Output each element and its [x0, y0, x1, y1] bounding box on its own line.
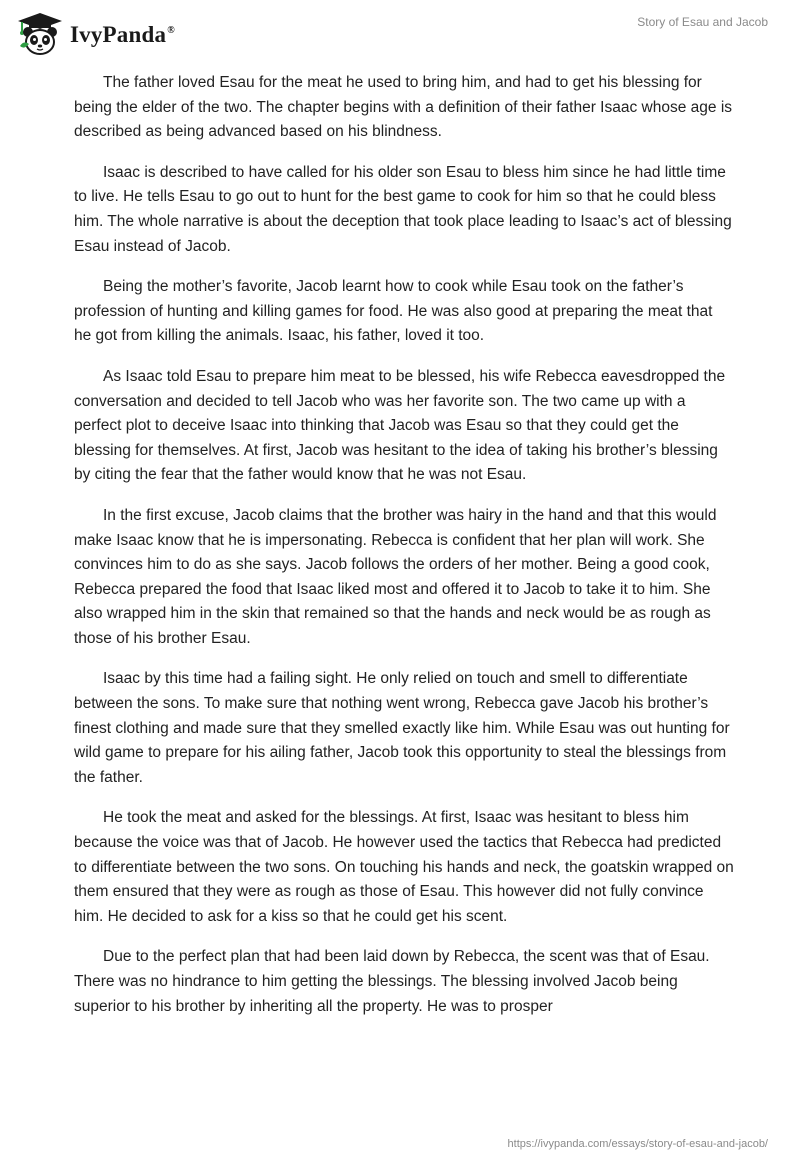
panda-graduation-cap-icon — [16, 10, 64, 58]
source-url[interactable]: https://ivypanda.com/essays/story-of-esau-and-jacob/ — [507, 1138, 768, 1150]
essay-paragraph: Being the mother’s favorite, Jacob learnt how to cook while Esau took on the father’s profession of hunting and killing games for food. He was also good at preparing the meat that he got from killing the animals. Isaac, his father, loved it too. — [74, 278, 713, 345]
essay-paragraph: The father loved Esau for the meat he used to bring him, and had to get his blessing for being the elder of the two. The chapter begins with a definition of their father Isaac whose age is described as being advanced based on his blindness. — [74, 74, 733, 141]
essay-paragraph: In the first excuse, Jacob claims that the brother was hairy in the hand and that this would make Isaac know that he is impersonating. Rebecca is confident that her plan will work. She convinces him to do as she says. Jacob follows the orders of her mother. Being a good cook, Rebecca prepared the food that Isaac liked most and offered it to Jacob to take it to him. She also wrapped him in the skin that remained so that the hands and neck would be as rough as those of his brother Esau. — [74, 506, 717, 647]
essay-paragraph: Isaac is described to have called for his older son Esau to bless him since he had little time to live. He tells Esau to go out to hunt for the best game to cook for him so that he could bless him. The whole narrative is about the deception that took place leading to Isaac’s act of blessing Esau instead of Jacob. — [74, 163, 732, 255]
brand-name: IvyPanda® — [70, 21, 175, 47]
essay-paragraph: Isaac by this time had a failing sight. He only relied on touch and smell to differentiate between the sons. To make sure that nothing went wrong, Rebecca gave Jacob his brother’s finest clothing and made sure that they smelled exactly like him. While Esau was out hunting for wild game to prepare for his ailing father, Jacob took this opportunity to steal the blessings from the father. — [74, 670, 730, 786]
registered-mark: ® — [167, 24, 175, 36]
document-title: Story of Esau and Jacob — [637, 15, 768, 29]
brand-logo[interactable] — [16, 10, 175, 58]
essay-paragraph: He took the meat and asked for the blessings. At first, Isaac was hesitant to bless him because the voice was that of Jacob. He however used the tactics that Rebecca had predicted to differentiate between the two sons. On touching his hands and neck, the goatskin wrapped on them ensured that they were as rough as those of Esau. This however did not fully convince him. He decided to ask for a kiss so that he could get his scent. — [74, 809, 734, 925]
essay-paragraph: Due to the perfect plan that had been laid down by Rebecca, the scent was that of Esau. There was no hindrance to him getting the blessings. The blessing involved Jacob being superior to his brother by inheriting all the property. He was to prosper — [74, 948, 710, 1015]
page-header — [0, 0, 800, 72]
essay-body — [74, 71, 734, 1035]
essay-paragraph: As Isaac told Esau to prepare him meat to be blessed, his wife Rebecca eavesdropped the conversation and decided to tell Jacob who was her favorite son. The two came up with a perfect plot to deceive Isaac into thinking that Jacob was Esau so that they could get the blessing for themselves. At first, Jacob was hesitant to the idea of taking his brother’s blessing by citing the fear that the father would know that he was not Esau. — [74, 367, 726, 484]
